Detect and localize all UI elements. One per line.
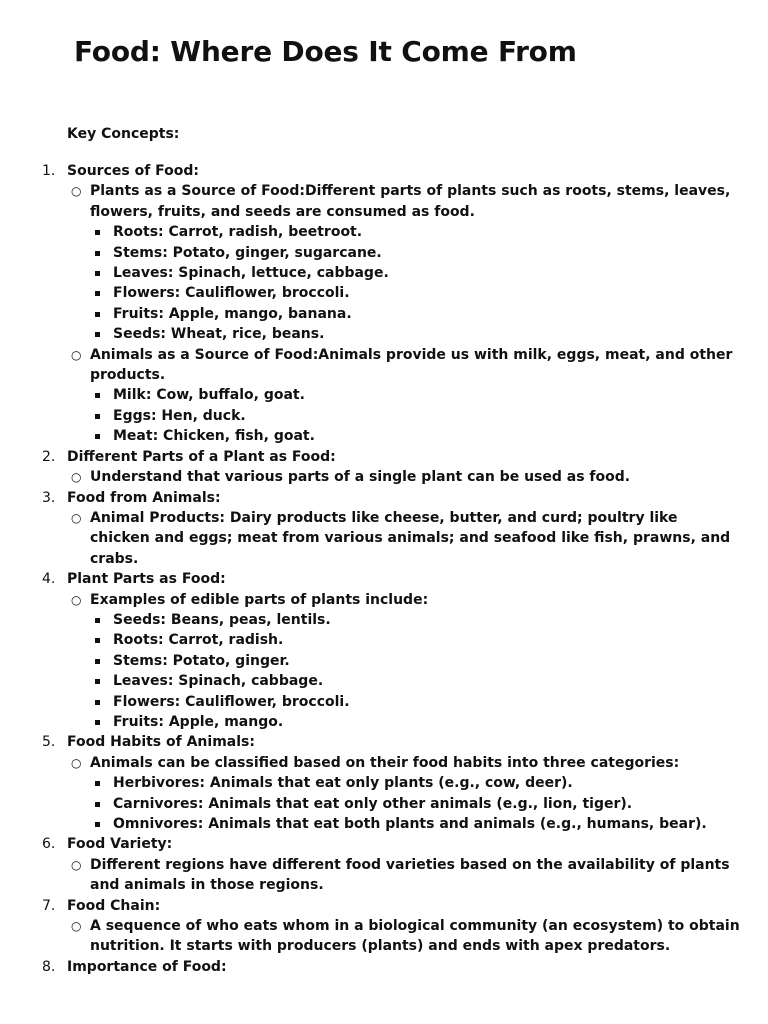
section-number: 8.	[42, 958, 56, 975]
square-bullet-icon	[95, 230, 100, 235]
square-bullet-icon	[95, 393, 100, 398]
detail-item	[0, 814, 740, 834]
square-bullet-icon	[95, 618, 100, 623]
section-item	[0, 896, 740, 916]
detail-item-text: Omnivores: Animals that eat both plants and animals (e.g., humans, bear).	[113, 816, 707, 832]
detail-item-text: Eggs: Hen, duck.	[113, 407, 246, 424]
sub-item-text: A sequence of who eats whom in a biological community (an ecosystem) to obtain nutrition. It starts with producers (plants) and ends with apex predators.	[90, 918, 740, 955]
square-bullet-icon	[95, 332, 100, 337]
hollow-bullet-icon: ○	[71, 510, 82, 525]
detail-item-text: Stems: Potato, ginger, sugarcane.	[113, 244, 382, 261]
detail-item-text: Fruits: Apple, mango.	[113, 713, 284, 730]
detail-item	[0, 773, 740, 793]
section-heading: Different Parts of a Plant as Food:	[67, 448, 336, 465]
square-bullet-icon	[95, 251, 100, 256]
section-number: 7.	[42, 897, 56, 914]
square-bullet-icon	[95, 679, 100, 684]
detail-item-text: Seeds: Beans, peas, lentils.	[113, 611, 331, 628]
sub-item	[0, 508, 740, 569]
detail-item-text: Seeds: Wheat, rice, beans.	[113, 326, 325, 343]
detail-item-text: Flowers: Cauliflower, broccoli.	[113, 693, 350, 710]
sub-item	[0, 181, 740, 222]
detail-item-text: Flowers: Cauliflower, broccoli.	[113, 285, 350, 302]
square-bullet-icon	[95, 638, 100, 643]
hollow-bullet-icon: ○	[71, 857, 82, 872]
detail-item	[0, 222, 740, 242]
detail-item-text: Leaves: Spinach, lettuce, cabbage.	[113, 265, 389, 282]
square-bullet-icon	[95, 700, 100, 705]
sub-item-text: Different regions have different food varieties based on the availability of plants and animals in those regions.	[90, 856, 730, 894]
detail-item	[0, 794, 740, 814]
sub-item-text: Examples of edible parts of plants include:	[90, 591, 429, 608]
section-item	[0, 161, 740, 181]
section-heading: Sources of Food:	[67, 163, 200, 179]
section-item	[0, 834, 740, 854]
square-bullet-icon	[95, 659, 100, 664]
square-bullet-icon	[95, 802, 100, 807]
section-item	[0, 447, 740, 467]
detail-item	[0, 283, 740, 303]
sub-item	[0, 916, 740, 957]
square-bullet-icon	[95, 781, 100, 786]
section-number: 3.	[42, 489, 56, 506]
hollow-bullet-icon: ○	[71, 184, 82, 199]
sub-item-text: Animals can be classified based on their food habits into three categories:	[90, 754, 680, 771]
section-heading: Food Chain:	[67, 897, 161, 914]
section-heading: Food Habits of Animals:	[67, 734, 255, 751]
square-bullet-icon	[95, 312, 100, 317]
concepts-outline	[0, 161, 740, 977]
section-number: 2.	[42, 448, 56, 465]
detail-item	[0, 324, 740, 344]
square-bullet-icon	[95, 822, 100, 827]
sub-item	[0, 467, 740, 487]
detail-item-text: Meat: Chicken, fish, goat.	[113, 428, 315, 445]
section-heading: Importance of Food:	[67, 958, 227, 975]
section-number: 6.	[42, 836, 56, 853]
detail-item	[0, 610, 740, 630]
square-bullet-icon	[95, 271, 100, 276]
sub-item-text: Understand that various parts of a single plant can be used as food.	[90, 469, 631, 486]
section-item	[0, 488, 740, 508]
detail-item	[0, 385, 740, 405]
section-number: 1.	[42, 163, 56, 179]
sub-item	[0, 590, 740, 610]
sub-item	[0, 345, 740, 386]
detail-item-text: Fruits: Apple, mango, banana.	[113, 305, 352, 322]
section-heading: Food Variety:	[67, 836, 173, 853]
detail-item-text: Roots: Carrot, radish, beetroot.	[113, 224, 363, 241]
hollow-bullet-icon: ○	[71, 347, 82, 362]
detail-item	[0, 671, 740, 691]
hollow-bullet-icon: ○	[71, 755, 82, 770]
section-heading: Food from Animals:	[67, 489, 221, 506]
detail-item	[0, 304, 740, 324]
detail-item-text: Stems: Potato, ginger.	[113, 652, 290, 669]
section-heading: Plant Parts as Food:	[67, 571, 226, 588]
detail-item-text: Milk: Cow, buffalo, goat.	[113, 387, 305, 404]
detail-item	[0, 692, 740, 712]
hollow-bullet-icon: ○	[71, 470, 82, 485]
section-item	[0, 957, 740, 977]
square-bullet-icon	[95, 291, 100, 296]
detail-item-text: Herbivores: Animals that eat only plants (e.g., cow, deer).	[113, 775, 573, 792]
detail-item-text: Leaves: Spinach, cabbage.	[113, 673, 324, 690]
detail-item	[0, 630, 740, 650]
hollow-bullet-icon: ○	[71, 919, 82, 934]
section-item	[0, 732, 740, 752]
section-item	[0, 569, 740, 589]
detail-item	[0, 406, 740, 426]
key-concepts-heading: Key Concepts:	[67, 126, 180, 142]
detail-item-text: Roots: Carrot, radish.	[113, 632, 284, 649]
square-bullet-icon	[95, 720, 100, 725]
sub-item-text: Animal Products: Dairy products like cheese, butter, and curd; poultry like chicken and eggs; meat from various animals; and seafood like fish, prawns, and crabs.	[90, 509, 731, 567]
detail-item	[0, 243, 740, 263]
detail-item	[0, 651, 740, 671]
hollow-bullet-icon: ○	[71, 592, 82, 607]
square-bullet-icon	[95, 434, 100, 439]
section-number: 5.	[42, 734, 56, 751]
sub-item-text: Animals as a Source of Food:Animals provide us with milk, eggs, meat, and other products.	[90, 346, 733, 384]
sub-item	[0, 855, 740, 896]
document-title: Food: Where Does It Come From	[74, 35, 577, 68]
detail-item	[0, 712, 740, 732]
square-bullet-icon	[95, 414, 100, 419]
section-number: 4.	[42, 571, 56, 588]
detail-item	[0, 263, 740, 283]
detail-item	[0, 426, 740, 446]
sub-item-text: Plants as a Source of Food:Different parts of plants such as roots, stems, leaves, flowers, fruits, and seeds are consumed as food.	[90, 183, 731, 220]
detail-item-text: Carnivores: Animals that eat only other animals (e.g., lion, tiger).	[113, 795, 633, 812]
sub-item	[0, 753, 740, 773]
